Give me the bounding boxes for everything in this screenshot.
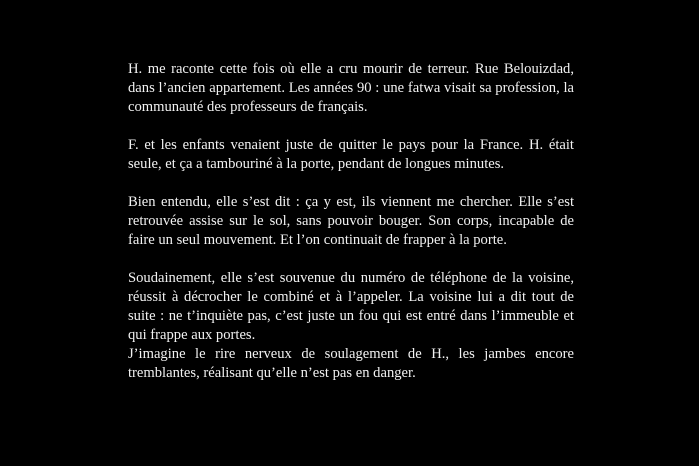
text-body	[128, 60, 574, 383]
paragraph-2: F. et les enfants venaient juste de quitter le pays pour la France. H. était seule, et ça a tambouriné à la porte, pendant de longues minutes.	[128, 137, 574, 172]
paragraph-3: Bien entendu, elle s’est dit : ça y est, ils viennent me chercher. Elle s’est retrouvée assise sur le sol, sans pouvoir bouger. Son corps, incapable de faire un seul mouvement. Et l’on continuait de frapper à la porte.	[128, 194, 574, 248]
paragraph-4: Soudainement, elle s’est souvenue du numéro de téléphone de la voisine, réussit à décrocher le combiné et à l’appeler. La voisine lui a dit tout de suite : ne t’inquiète pas, c’est juste un fou qui est entré dans l’immeuble et qui frappe aux portes.	[128, 270, 574, 343]
paragraph-1: H. me raconte cette fois où elle a cru mourir de terreur. Rue Belouizdad, dans l’ancien appartement. Les années 90 : une fatwa visait sa profession, la communauté des professeurs de français.	[128, 61, 574, 115]
paragraph-5: J’imagine le rire nerveux de soulagement de H., les jambes encore tremblantes, réalisant qu’elle n’est pas en danger.	[128, 346, 574, 381]
